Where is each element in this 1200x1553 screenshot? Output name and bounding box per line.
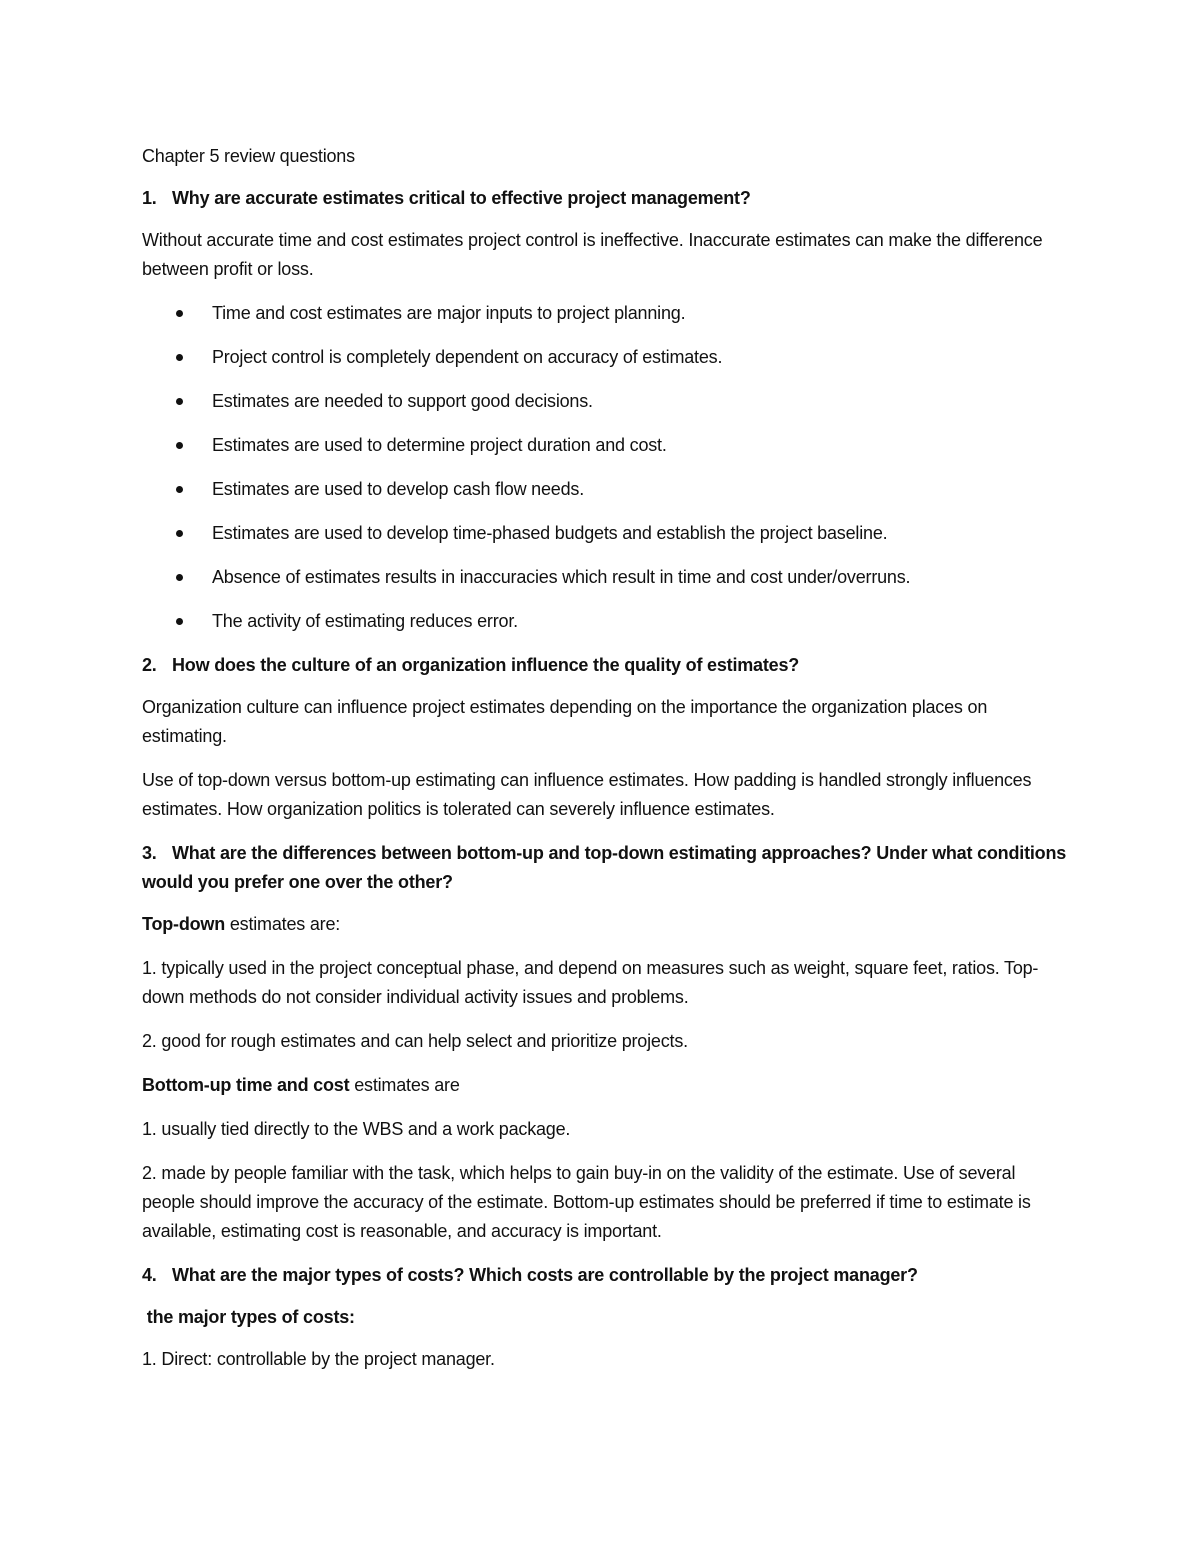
topdown-point-1: 1. typically used in the project conceptual phase, and depend on measures such as weight, square feet, ratios. Top-down methods do not consider individual activity issues and problems. (142, 958, 1039, 1007)
answer-1-intro: Without accurate time and cost estimates project control is ineffective. Inaccurate estimates can make the difference between profit or loss. (142, 230, 1043, 279)
topdown-heading-rest: estimates are: (225, 914, 341, 934)
question-4-text: What are the major types of costs? Which costs are controllable by the project manager? (172, 1265, 918, 1285)
bullet-icon (176, 398, 183, 405)
list-item-text: The activity of estimating reduces error. (212, 611, 518, 631)
bottomup-heading-rest: estimates are (349, 1075, 460, 1095)
bottomup-point-1: 1. usually tied directly to the WBS and a work package. (142, 1119, 571, 1139)
bullet-icon (176, 310, 183, 317)
cost-types-heading: the major types of costs: (142, 1307, 355, 1327)
bottomup-label: Bottom-up time and cost (142, 1075, 350, 1095)
cost-type-1: 1. Direct: controllable by the project manager. (142, 1349, 495, 1369)
list-item (142, 519, 1072, 548)
bottomup-point-2: 2. made by people familiar with the task, which helps to gain buy-in on the validity of the estimate. Use of several people should improve the accuracy of the estimate. Bottom-up estimates should be preferred if time to estimate is available, estimating cost is reasonable, and accuracy is important. (142, 1163, 1031, 1241)
question-4-number: 4. (142, 1265, 157, 1285)
answer-2-paragraph-2: Use of top-down versus bottom-up estimating can influence estimates. How padding is handled strongly influences estimates. How organization politics is tolerated can severely influence estimates. (142, 770, 1032, 819)
question-3-number: 3. (142, 843, 157, 863)
list-item-text: Time and cost estimates are major inputs to project planning. (212, 303, 686, 323)
list-item-text: Estimates are needed to support good decisions. (212, 391, 593, 411)
question-4 (142, 1261, 1072, 1290)
list-item-text: Estimates are used to develop time-phased budgets and establish the project baseline. (212, 523, 888, 543)
answer-2-paragraph-1: Organization culture can influence project estimates depending on the importance the organization places on estimating. (142, 697, 988, 746)
list-item-text: Estimates are used to determine project duration and cost. (212, 435, 667, 455)
bullet-icon (176, 354, 183, 361)
topdown-point-2: 2. good for rough estimates and can help select and prioritize projects. (142, 1031, 688, 1051)
list-item (142, 299, 1072, 328)
list-item (142, 607, 1072, 636)
answer-1-bullet-list (142, 299, 1072, 636)
bullet-icon (176, 530, 183, 537)
list-item-text: Absence of estimates results in inaccuracies which result in time and cost under/overruns. (212, 567, 911, 587)
topdown-heading (142, 910, 1072, 939)
document-title: Chapter 5 review questions (142, 146, 355, 166)
question-2-number: 2. (142, 655, 157, 675)
question-1-text: Why are accurate estimates critical to effective project management? (172, 188, 751, 208)
list-item (142, 563, 1072, 592)
list-item-text: Project control is completely dependent on accuracy of estimates. (212, 347, 723, 367)
list-item (142, 387, 1072, 416)
question-1-number: 1. (142, 188, 157, 208)
list-item (142, 431, 1072, 460)
bottomup-heading (142, 1071, 1072, 1100)
bullet-icon (176, 486, 183, 493)
topdown-label: Top-down (142, 914, 226, 934)
list-item (142, 343, 1072, 372)
question-3-text: What are the differences between bottom-up and top-down estimating approaches? Under what conditions would you prefer one over the other? (142, 843, 1067, 892)
question-1 (142, 184, 1072, 213)
question-2-text: How does the culture of an organization influence the quality of estimates? (172, 655, 800, 675)
question-3 (142, 839, 1072, 897)
bullet-icon (176, 574, 183, 581)
question-2 (142, 651, 1072, 680)
list-item-text: Estimates are used to develop cash flow needs. (212, 479, 585, 499)
bullet-icon (176, 442, 183, 449)
list-item (142, 475, 1072, 504)
bullet-icon (176, 618, 183, 625)
document-page (142, 142, 1072, 1389)
